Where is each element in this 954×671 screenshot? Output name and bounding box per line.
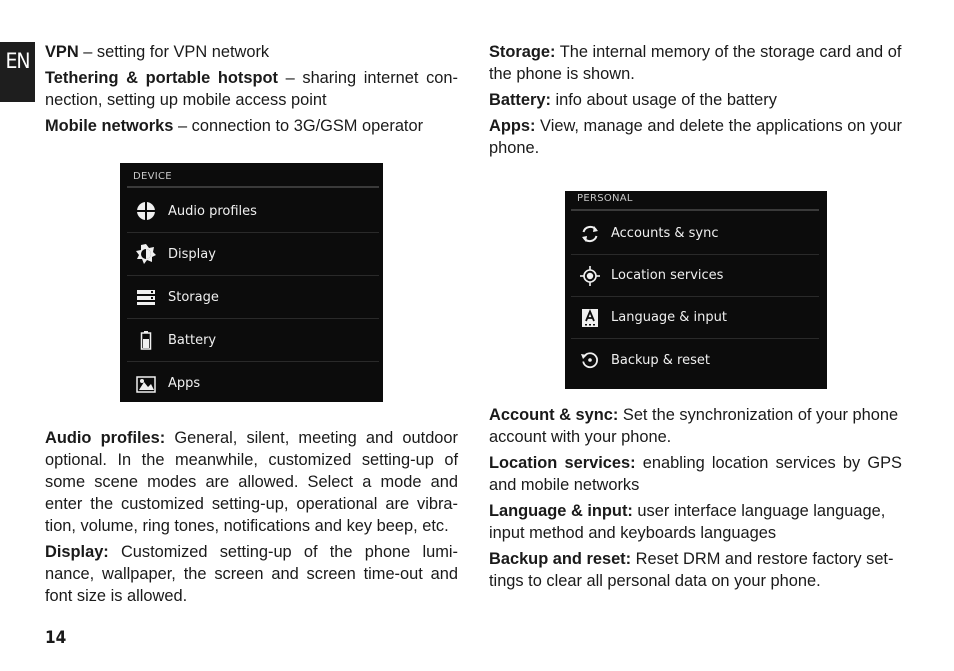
display-paragraph xyxy=(45,541,458,607)
apps-icon xyxy=(136,374,156,394)
description: user interface language language, input method and keyboards languages xyxy=(489,502,886,542)
language-tab: EN xyxy=(0,42,35,102)
menu-item-label: Accounts & sync xyxy=(611,226,719,241)
menu-item-label: Language & input xyxy=(611,310,727,325)
battery-icon xyxy=(136,330,156,350)
term: Location services: xyxy=(489,454,636,472)
menu-item-backup-reset[interactable] xyxy=(571,339,819,381)
term: Tethering & portable hotspot xyxy=(45,69,278,87)
term: VPN xyxy=(45,43,79,61)
right-column xyxy=(489,41,902,163)
description: – setting for VPN network xyxy=(78,43,270,61)
storage-icon xyxy=(136,287,156,307)
menu-item-label: Battery xyxy=(168,332,217,348)
description: General, silent, meeting and outdoor optional. In the meanwhile, customized setting-up of some scene modes are allowed. Select a mode and enter the customized setting-up, operational are vibra-tion, volume, ring tones, notifications and key beep, etc. xyxy=(45,429,458,535)
description: – connection to 3G/GSM operator xyxy=(173,117,424,135)
term: Battery: xyxy=(489,91,551,109)
right-column-bottom xyxy=(489,404,902,596)
menu-item-language-input[interactable] xyxy=(571,297,819,339)
menu-item-display[interactable] xyxy=(127,233,379,276)
description: View, manage and delete the applications on your phone. xyxy=(489,117,902,157)
description: info about usage of the battery xyxy=(550,91,777,109)
storage-paragraph xyxy=(489,41,902,85)
language-input-paragraph xyxy=(489,500,902,544)
term: Storage: xyxy=(489,43,556,61)
menu-item-label: Backup & reset xyxy=(611,352,710,368)
display-icon xyxy=(136,244,156,264)
menu-item-battery[interactable] xyxy=(127,319,379,362)
menu-item-apps[interactable] xyxy=(127,362,379,405)
term: Display: xyxy=(45,543,109,561)
menu-item-label: Storage xyxy=(168,289,219,305)
mobile-networks-paragraph xyxy=(45,115,458,137)
language-icon xyxy=(580,308,600,328)
vpn-paragraph xyxy=(45,41,458,63)
menu-item-accounts-sync[interactable] xyxy=(571,213,819,255)
menu-item-audio-profiles[interactable] xyxy=(127,190,379,233)
term: Apps: xyxy=(489,117,536,135)
menu-item-label: Display xyxy=(168,246,216,262)
sync-icon xyxy=(580,224,600,244)
description: – sharing internet con-nection, setting up mobile access point xyxy=(45,69,458,109)
apps-paragraph xyxy=(489,115,902,159)
personal-settings-screenshot xyxy=(565,191,827,389)
location-services-paragraph xyxy=(489,452,902,496)
device-settings-screenshot xyxy=(120,163,383,402)
description: The internal memory of the storage card and of the phone is shown. xyxy=(489,43,902,83)
menu-item-location-services[interactable] xyxy=(571,255,819,297)
page-number: 14 xyxy=(45,628,67,648)
menu-item-label: Audio profiles xyxy=(168,203,257,219)
description: Customized setting-up of the phone lumi-nance, wallpaper, the screen and screen time-out and font size is allowed. xyxy=(45,543,458,605)
description: enabling location services by GPS and mobile networks xyxy=(489,454,902,494)
battery-paragraph xyxy=(489,89,902,111)
menu-item-storage[interactable] xyxy=(127,276,379,319)
menu-item-label: Location services xyxy=(611,268,724,283)
description: Reset DRM and restore factory set-tings to clear all personal data on your phone. xyxy=(489,550,894,590)
audio-profiles-paragraph xyxy=(45,427,458,537)
term: Mobile networks xyxy=(45,117,174,135)
personal-section-header: PERSONAL xyxy=(571,191,819,211)
term: Language & input: xyxy=(489,502,633,520)
audio-profiles-icon xyxy=(136,201,156,221)
term: Account & sync: xyxy=(489,406,619,424)
description: Set the synchronization of your phone account with your phone. xyxy=(489,406,899,446)
account-sync-paragraph xyxy=(489,404,902,448)
tethering-paragraph xyxy=(45,67,458,111)
device-section-header: DEVICE xyxy=(127,163,379,188)
backup-reset-paragraph xyxy=(489,548,902,592)
left-column-bottom xyxy=(45,427,458,611)
backup-icon xyxy=(580,350,600,370)
menu-item-label: Apps xyxy=(168,376,201,391)
term: Backup and reset: xyxy=(489,550,632,568)
left-column xyxy=(45,41,458,141)
term: Audio profiles: xyxy=(45,429,166,447)
location-icon xyxy=(580,266,600,286)
